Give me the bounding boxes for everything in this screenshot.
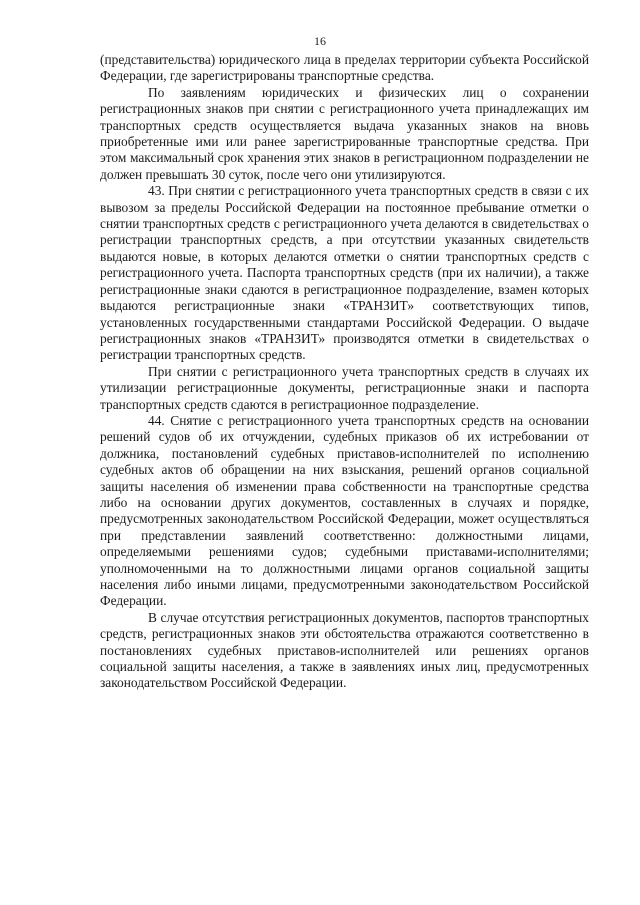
paragraph-clause-44: 44. Снятие с регистрационного учета транспортных средств на основании решений судов об их отчуждении, судебных приказов об их истребовании от должника, постановлений судебных приставов-исполнителей по исполнению судебных актов об обращении на них взыскания, решений органов социальной защиты населения об изменении права собственности на транспортные средства либо на основании других документов, составленных в случаях и порядке, предусмотренных законодательством Российской Федерации, может осуществляться при представлении заявлений соответственно: должностными лицами, определяемыми решениями судов; судебными приставами-исполнителями; уполномоченными на то должностными лицами органов социальной защиты населения либо иными лицами, предусмотренными законодательством Российской Федерации. bbox=[100, 412, 589, 609]
paragraph-missing-documents: В случае отсутствия регистрационных документов, паспортов транспортных средств, регистрационных знаков эти обстоятельства отражаются соответственно в постановлениях судебных приставов-исполнителей или решениях органов социальной защиты населения, а также в заявлениях иных лиц, предусмотренных законодательством Российской Федерации. bbox=[100, 609, 589, 691]
paragraph-disposal: При снятии с регистрационного учета транспортных средств в случаях их утилизации регистрационные документы, регистрационные знаки и паспорта транспортных средств сдаются в регистрационное подразделение. bbox=[100, 363, 589, 412]
document-body bbox=[100, 52, 589, 692]
paragraph-continuation: (представительства) юридического лица в пределах территории субъекта Российской Федерации, где зарегистрированы транспортные средства. bbox=[100, 52, 589, 84]
page-number: 16 bbox=[314, 34, 326, 48]
paragraph-clause-43: 43. При снятии с регистрационного учета транспортных средств в связи с их вывозом за пределы Российской Федерации на постоянное пребывание отметки о снятии транспортных средств с регистрационного учета делаются в свидетельствах о регистрации транспортных средств, а при отсутствии указанных свидетельств выдаются новые, в которых делаются отметки о снятии транспортных средств с регистрационного учета. Паспорта транспортных средств (при их наличии), а также регистрационные знаки сдаются в регистрационное подразделение, взамен которых выдаются регистрационные знаки «ТРАНЗИТ» соответствующих типов, установленных государственными стандартами Российской Федерации. О выдаче регистрационных знаков «ТРАНЗИТ» производятся отметки в свидетельствах о регистрации транспортных средств. bbox=[100, 183, 589, 363]
paragraph-plate-retention: По заявлениям юридических и физических лиц о сохранении регистрационных знаков при снятии с регистрационного учета принадлежащих им транспортных средств осуществляется выдача указанных знаков на вновь приобретенные ими или ранее зарегистрированные транспортные средства. При этом максимальный срок хранения этих знаков в регистрационном подразделении не должен превышать 30 суток, после чего они утилизируются. bbox=[100, 84, 589, 182]
